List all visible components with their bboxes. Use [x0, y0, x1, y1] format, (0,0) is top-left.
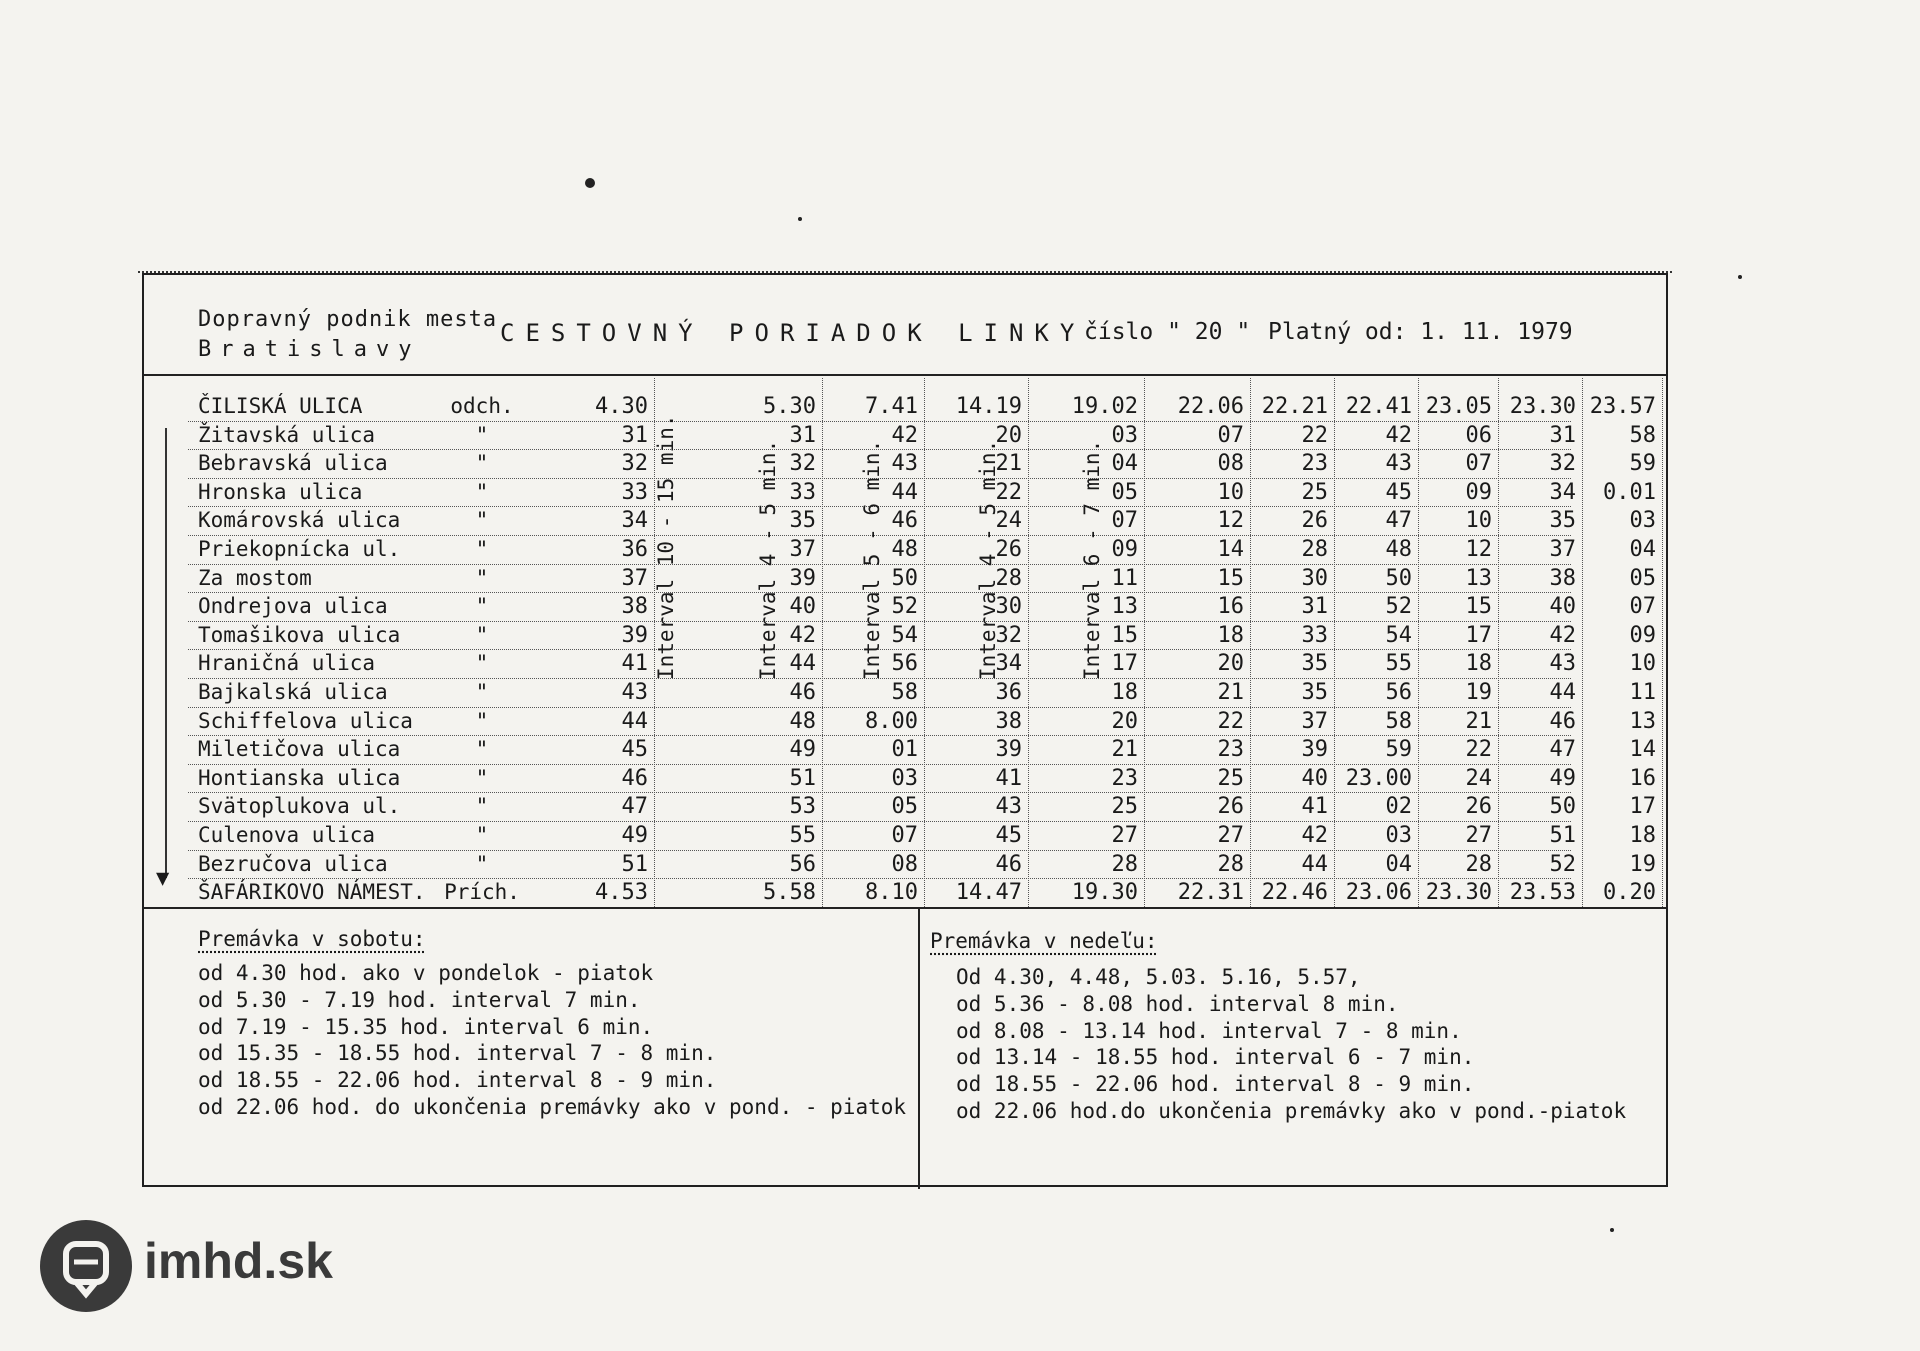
departure-time: 47: [621, 794, 648, 820]
departure-time: 15: [1111, 622, 1138, 648]
departure-time: 36: [621, 537, 648, 562]
departure-time: 20: [1111, 708, 1138, 734]
departure-time: 18: [1465, 651, 1492, 677]
departure-time: 43: [891, 451, 918, 477]
departure-time: 21: [1111, 737, 1138, 763]
stop-mark: ": [475, 737, 489, 762]
departure-time: 49: [621, 823, 648, 848]
departure-time: 46: [1549, 708, 1576, 734]
departure-time: 10: [1629, 651, 1656, 677]
departure-time: 22.41: [1345, 394, 1412, 419]
departure-time: 39: [789, 565, 816, 591]
departure-time: 22: [995, 479, 1022, 505]
stop-mark: Prích.: [444, 880, 520, 905]
row-divider: [188, 421, 1571, 422]
departure-time: 07: [1217, 422, 1244, 448]
departure-time: 35: [1301, 680, 1328, 705]
column-divider: [822, 378, 823, 907]
stop-mark: ": [475, 622, 489, 647]
departure-time: 25: [1301, 479, 1328, 505]
departure-time: 23.30: [1425, 880, 1492, 906]
departure-time: 49: [1549, 765, 1576, 791]
notes-divider: [918, 909, 920, 1189]
row-divider: [188, 878, 1571, 879]
stop-name: Priekopnícka ul.: [198, 537, 401, 561]
saturday-schedule-line: od 18.55 - 22.06 hod. interval 8 - 9 min.: [198, 1068, 717, 1093]
departure-time: 42: [1301, 823, 1328, 848]
departure-time: 44: [891, 479, 918, 505]
departure-time: 05: [1111, 479, 1138, 505]
departure-time: 8.10: [865, 880, 918, 906]
departure-time: 48: [891, 537, 918, 562]
interval-label: Interval 4 - 5 min.: [756, 439, 780, 680]
departure-time: 37: [1301, 708, 1328, 734]
departure-time: 53: [789, 794, 816, 820]
line-number: číslo " 20 ": [1084, 319, 1251, 345]
stop-name: Žitavská ulica: [198, 422, 376, 447]
departure-time: 33: [621, 479, 648, 505]
departure-time: 32: [995, 622, 1022, 648]
weekend-notes: [144, 907, 1666, 1189]
departure-time: 23: [1301, 451, 1328, 477]
departure-time: 23: [1111, 765, 1138, 791]
stop-name: ČILISKÁ ULICA: [198, 394, 363, 418]
departure-time: 44: [1301, 851, 1328, 877]
departure-time: 7.41: [865, 394, 918, 419]
departure-time: 46: [789, 680, 816, 705]
departure-time: 54: [1385, 622, 1412, 648]
direction-arrow-icon: ▼: [161, 428, 171, 898]
departure-time: 14.19: [955, 394, 1022, 419]
departure-time: 26: [995, 537, 1022, 562]
departure-time: 41: [621, 651, 648, 677]
departure-time: 05: [891, 794, 918, 820]
departure-time: 5.30: [763, 394, 816, 419]
departure-time: 11: [1629, 680, 1656, 705]
departure-time: 44: [621, 708, 648, 734]
departure-time: 09: [1629, 622, 1656, 648]
departure-time: 03: [1629, 508, 1656, 534]
departure-time: 19.30: [1071, 880, 1138, 906]
departure-time: 28: [995, 565, 1022, 591]
departure-time: 28: [1111, 851, 1138, 877]
sunday-schedule-line: od 22.06 hod.do ukončenia premávky ako v pond.-piatok: [956, 1099, 1627, 1123]
departure-time: 56: [1385, 680, 1412, 705]
departure-time: 04: [1111, 451, 1138, 477]
departure-time: 37: [621, 565, 648, 591]
column-divider: [1582, 378, 1583, 907]
departure-time: 02: [1385, 794, 1412, 820]
departure-table: [144, 378, 1666, 907]
departure-time: 27: [1465, 823, 1492, 848]
stop-mark: ": [475, 794, 489, 819]
departure-time: 03: [1385, 823, 1412, 848]
row-divider: [188, 764, 1571, 765]
departure-time: 4.53: [595, 880, 648, 906]
departure-time: 28: [1465, 851, 1492, 877]
departure-time: 23.57: [1589, 394, 1656, 419]
departure-time: 58: [1629, 422, 1656, 448]
departure-time: 01: [891, 737, 918, 763]
departure-time: 10: [1465, 508, 1492, 534]
departure-time: 23.30: [1509, 394, 1576, 419]
operator-city: Bratislavy: [198, 337, 421, 362]
departure-time: 4.30: [595, 394, 648, 419]
imhd-brand-text: imhd.sk: [144, 1233, 333, 1289]
interval-label: Interval 6 - 7 min.: [1080, 439, 1104, 680]
departure-time: 13: [1465, 565, 1492, 591]
column-divider: [1662, 378, 1663, 907]
departure-time: 19: [1629, 851, 1656, 877]
stop-mark: ": [475, 651, 489, 676]
departure-time: 40: [1549, 594, 1576, 620]
departure-time: 23: [1217, 737, 1244, 763]
interval-label: Interval 10 - 15 min.: [654, 414, 678, 680]
departure-time: 22.31: [1177, 880, 1244, 906]
departure-time: 33: [1301, 622, 1328, 648]
departure-time: 50: [1385, 565, 1412, 591]
departure-time: 28: [1217, 851, 1244, 877]
departure-time: 50: [1549, 794, 1576, 820]
departure-time: 21: [1465, 708, 1492, 734]
departure-time: 23.00: [1345, 765, 1412, 791]
departure-time: 27: [1111, 823, 1138, 848]
departure-time: 44: [789, 651, 816, 677]
departure-time: 38: [1549, 565, 1576, 591]
departure-time: 34: [621, 508, 648, 534]
stop-name: Culenova ulica: [198, 823, 376, 847]
departure-time: 11: [1111, 565, 1138, 591]
departure-time: 23.06: [1345, 880, 1412, 906]
column-divider: [1144, 378, 1145, 907]
stop-name: Hontianska ulica: [198, 765, 401, 790]
departure-time: 46: [891, 508, 918, 534]
departure-time: 22: [1465, 737, 1492, 763]
departure-time: 52: [1549, 851, 1576, 877]
departure-time: 40: [789, 594, 816, 620]
departure-time: 35: [1301, 651, 1328, 677]
stop-name: Tomašikova ulica: [198, 622, 401, 647]
stop-name: Schiffelova ulica: [198, 708, 413, 733]
stop-mark: ": [475, 823, 489, 847]
saturday-schedule-line: od 5.30 - 7.19 hod. interval 7 min.: [198, 987, 641, 1012]
valid-from: Platný od: 1. 11. 1979: [1268, 319, 1573, 345]
imhd-logo-icon: [40, 1220, 132, 1312]
row-divider: [188, 850, 1571, 851]
stop-mark: ": [475, 680, 489, 704]
interval-label: Interval 4 - 5 min.: [976, 439, 1000, 680]
departure-time: 45: [995, 823, 1022, 848]
departure-time: 21: [1217, 680, 1244, 705]
timetable-document: [142, 273, 1668, 1187]
departure-time: 18: [1111, 680, 1138, 705]
departure-time: 38: [995, 708, 1022, 734]
stop-mark: ": [475, 708, 489, 733]
departure-time: 26: [1217, 794, 1244, 820]
departure-time: 18: [1629, 823, 1656, 848]
departure-time: 42: [789, 622, 816, 648]
stop-mark: ": [475, 508, 489, 533]
departure-time: 43: [995, 794, 1022, 820]
departure-time: 08: [891, 851, 918, 877]
departure-time: 59: [1629, 451, 1656, 477]
stop-mark: ": [475, 565, 489, 590]
stop-mark: odch.: [450, 394, 514, 418]
stop-name: ŠAFÁRIKOVO NÁMEST.: [198, 880, 426, 905]
departure-time: 15: [1465, 594, 1492, 620]
departure-time: 55: [1385, 651, 1412, 677]
saturday-schedule-line: od 7.19 - 15.35 hod. interval 6 min.: [198, 1014, 654, 1039]
row-divider: [188, 735, 1571, 736]
departure-time: 24: [1465, 765, 1492, 791]
stop-name: Ondrejova ulica: [198, 594, 388, 619]
departure-time: 06: [1465, 422, 1492, 448]
departure-time: 39: [1301, 737, 1328, 763]
departure-time: 19.02: [1071, 394, 1138, 419]
stop-mark: ": [475, 851, 489, 876]
paper-speck: [1610, 1228, 1614, 1232]
departure-time: 22: [1217, 708, 1244, 734]
departure-time: 35: [1549, 508, 1576, 534]
departure-time: 58: [1385, 708, 1412, 734]
departure-time: 22: [1301, 422, 1328, 448]
departure-time: 23.53: [1509, 880, 1576, 906]
departure-time: 50: [891, 565, 918, 591]
timetable-header: [144, 275, 1666, 376]
departure-time: 20: [995, 422, 1022, 448]
timetable-title: CESTOVNÝ PORIADOK LINKY: [500, 319, 1086, 347]
departure-time: 26: [1465, 794, 1492, 820]
departure-time: 39: [995, 737, 1022, 763]
column-divider: [1334, 378, 1335, 907]
interval-label: Interval 5 - 6 min.: [860, 439, 884, 680]
row-divider: [188, 821, 1571, 822]
departure-time: 03: [1111, 422, 1138, 448]
departure-time: 48: [789, 708, 816, 734]
departure-time: 42: [891, 422, 918, 448]
departure-time: 42: [1549, 622, 1576, 648]
departure-time: 16: [1629, 765, 1656, 791]
departure-time: 30: [995, 594, 1022, 620]
sunday-schedule-line: Od 4.30, 4.48, 5.03. 5.16, 5.57,: [956, 965, 1361, 989]
sunday-schedule-line: od 18.55 - 22.06 hod. interval 8 - 9 min.: [956, 1072, 1475, 1097]
departure-time: 22.06: [1177, 394, 1244, 419]
departure-time: 22.21: [1261, 394, 1328, 419]
departure-time: 07: [1465, 451, 1492, 477]
stop-name: Hraničná ulica: [198, 651, 376, 676]
departure-time: 14.47: [955, 880, 1022, 906]
departure-time: 17: [1629, 794, 1656, 820]
departure-time: 32: [1549, 451, 1576, 477]
saturday-schedule-line: od 22.06 hod. do ukončenia premávky ako v pond. - piatok: [198, 1095, 907, 1119]
stop-name: Za mostom: [198, 565, 312, 590]
departure-time: 37: [789, 537, 816, 562]
departure-time: 49: [789, 737, 816, 763]
departure-time: 15: [1217, 565, 1244, 591]
departure-time: 38: [621, 594, 648, 620]
departure-time: 12: [1217, 508, 1244, 534]
departure-time: 56: [891, 651, 918, 677]
departure-time: 34: [995, 651, 1022, 677]
departure-time: 09: [1465, 479, 1492, 505]
departure-time: 31: [1301, 594, 1328, 620]
stop-name: Komárovská ulica: [198, 508, 401, 533]
sunday-schedule-line: od 13.14 - 18.55 hod. interval 6 - 7 min.: [956, 1045, 1475, 1070]
departure-time: 13: [1111, 594, 1138, 620]
saturday-title: Premávka v sobotu:: [198, 927, 426, 951]
departure-time: 8.00: [865, 708, 918, 734]
departure-time: 26: [1301, 508, 1328, 534]
column-divider: [1418, 378, 1419, 907]
departure-time: 28: [1301, 537, 1328, 562]
departure-time: 46: [995, 851, 1022, 877]
stop-name: Svätoplukova ul.: [198, 794, 401, 819]
departure-time: 12: [1465, 537, 1492, 562]
paper-speck: [798, 217, 802, 221]
stop-name: Miletičova ulica: [198, 737, 401, 762]
departure-time: 13: [1629, 708, 1656, 734]
departure-time: 0.01: [1603, 479, 1656, 505]
column-divider: [924, 378, 925, 907]
stop-mark: ": [475, 537, 489, 561]
departure-time: 51: [789, 765, 816, 791]
departure-time: 37: [1549, 537, 1576, 562]
departure-time: 0.20: [1603, 880, 1656, 906]
departure-time: 52: [1385, 594, 1412, 620]
column-divider: [1250, 378, 1251, 907]
departure-time: 58: [891, 680, 918, 705]
row-divider: [188, 707, 1571, 708]
departure-time: 45: [1385, 479, 1412, 505]
stop-name: Bajkalská ulica: [198, 680, 388, 704]
departure-time: 51: [621, 851, 648, 877]
stop-mark: ": [475, 479, 489, 504]
departure-time: 46: [621, 765, 648, 791]
sunday-schedule-line: od 5.36 - 8.08 hod. interval 8 min.: [956, 991, 1399, 1016]
departure-time: 40: [1301, 765, 1328, 791]
departure-time: 56: [789, 851, 816, 877]
departure-time: 31: [789, 422, 816, 448]
departure-time: 31: [621, 422, 648, 448]
saturday-schedule-line: od 4.30 hod. ako v pondelok - piatok: [198, 961, 654, 985]
stop-mark: ": [475, 765, 489, 790]
departure-time: 55: [789, 823, 816, 848]
departure-time: 34: [1549, 479, 1576, 505]
departure-time: 19: [1465, 680, 1492, 705]
sunday-title: Premávka v nedeľu:: [930, 929, 1158, 953]
column-divider: [1498, 378, 1499, 907]
paper-speck: [585, 178, 595, 188]
departure-time: 32: [789, 451, 816, 477]
departure-time: 47: [1385, 508, 1412, 534]
departure-time: 09: [1111, 537, 1138, 562]
departure-time: 16: [1217, 594, 1244, 620]
departure-time: 05: [1629, 565, 1656, 591]
departure-time: 23.05: [1425, 394, 1492, 419]
departure-time: 59: [1385, 737, 1412, 763]
saturday-schedule-line: od 15.35 - 18.55 hod. interval 7 - 8 min.: [198, 1041, 717, 1066]
departure-time: 43: [621, 680, 648, 705]
departure-time: 5.58: [763, 880, 816, 906]
departure-time: 48: [1385, 537, 1412, 562]
stop-name: Hronska ulica: [198, 479, 363, 504]
column-divider: [1028, 378, 1029, 907]
departure-time: 41: [995, 765, 1022, 791]
stop-mark: ": [475, 451, 489, 476]
departure-time: 20: [1217, 651, 1244, 677]
departure-time: 07: [891, 823, 918, 848]
departure-time: 24: [995, 508, 1022, 534]
stop-name: Bebravská ulica: [198, 451, 388, 476]
departure-time: 43: [1385, 451, 1412, 477]
departure-time: 32: [621, 451, 648, 477]
stop-mark: ": [475, 594, 489, 619]
departure-time: 10: [1217, 479, 1244, 505]
departure-time: 07: [1111, 508, 1138, 534]
departure-time: 42: [1385, 422, 1412, 448]
departure-time: 36: [995, 680, 1022, 705]
departure-time: 45: [621, 737, 648, 763]
departure-time: 41: [1301, 794, 1328, 820]
departure-time: 25: [1217, 765, 1244, 791]
departure-time: 25: [1111, 794, 1138, 820]
departure-time: 04: [1385, 851, 1412, 877]
operator-name: Dopravný podnik mesta: [198, 307, 498, 332]
departure-time: 39: [621, 622, 648, 648]
departure-time: 17: [1465, 622, 1492, 648]
stop-mark: ": [475, 422, 489, 447]
stop-name: Bezručova ulica: [198, 851, 388, 876]
departure-time: 07: [1629, 594, 1656, 620]
departure-time: 54: [891, 622, 918, 648]
imhd-brand: [40, 1220, 340, 1312]
departure-time: 04: [1629, 537, 1656, 562]
paper-speck: [1738, 275, 1742, 279]
departure-time: 03: [891, 765, 918, 791]
departure-time: 30: [1301, 565, 1328, 591]
row-divider: [188, 792, 1571, 793]
departure-time: 18: [1217, 622, 1244, 648]
departure-time: 22.46: [1261, 880, 1328, 906]
departure-time: 33: [789, 479, 816, 505]
departure-time: 31: [1549, 422, 1576, 448]
sunday-schedule-line: od 8.08 - 13.14 hod. interval 7 - 8 min.: [956, 1018, 1462, 1043]
departure-time: 21: [995, 451, 1022, 477]
departure-time: 51: [1549, 823, 1576, 848]
departure-time: 27: [1217, 823, 1244, 848]
departure-time: 35: [789, 508, 816, 534]
departure-time: 47: [1549, 737, 1576, 763]
departure-time: 14: [1217, 537, 1244, 562]
departure-time: 52: [891, 594, 918, 620]
departure-time: 08: [1217, 451, 1244, 477]
departure-time: 43: [1549, 651, 1576, 677]
departure-time: 17: [1111, 651, 1138, 677]
departure-time: 14: [1629, 737, 1656, 763]
departure-time: 44: [1549, 680, 1576, 705]
